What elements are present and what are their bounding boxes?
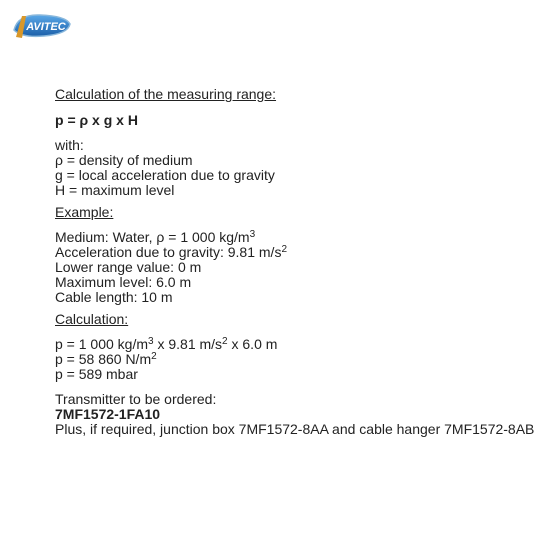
example-max-level: Maximum level: 6.0 m (55, 274, 192, 290)
order-part-number: 7MF1572-1FA10 (55, 406, 161, 422)
calc-l1-part-a: p = 1 000 kg/m (55, 336, 149, 352)
calc-l2-text: p = 58 860 N/m (55, 351, 152, 367)
calc-l1-sup-1: 3 (148, 336, 154, 347)
avitec-logo (10, 10, 74, 42)
example-medium (55, 230, 535, 245)
logo-wordmark: AVITEC (26, 21, 66, 33)
measuring-range-heading: Calculation of the measuring range: (55, 86, 277, 102)
calc-l1-sup-2: 2 (222, 336, 228, 347)
order-accessories: Plus, if required, junction box 7MF1572-8AA and cable hanger 7MF1572-8AB (55, 421, 535, 437)
calc-l1-part-c: x 6.0 m (227, 336, 278, 352)
calculation-heading: Calculation: (55, 311, 129, 327)
order-info (55, 392, 535, 437)
calc-l1-part-b: x 9.81 m/s (153, 336, 223, 352)
calc-l2-sup: 2 (151, 351, 157, 362)
formula-definitions (55, 138, 535, 198)
example-values (55, 230, 535, 305)
calculation-values (55, 337, 535, 382)
with-label: with: (55, 137, 84, 153)
example-lower-range: Lower range value: 0 m (55, 259, 202, 275)
order-label: Transmitter to be ordered: (55, 391, 217, 407)
calculation-line-3: p = 589 mbar (55, 366, 138, 382)
example-cable-length: Cable length: 10 m (55, 289, 173, 305)
definition-h: H = maximum level (55, 182, 175, 198)
example-acceleration-text: Acceleration due to gravity: 9.81 m/s (55, 244, 282, 260)
definition-rho: ρ = density of medium (55, 152, 193, 168)
definition-g: g = local acceleration due to gravity (55, 167, 275, 183)
example-heading: Example: (55, 204, 114, 220)
example-medium-sup: 3 (249, 229, 256, 240)
calculation-line-2 (55, 352, 535, 367)
calculation-line-1 (55, 337, 535, 352)
avitec-logo-graphic (10, 10, 74, 42)
example-medium-text: Medium: Water, ρ = 1 000 kg/m (55, 229, 250, 245)
example-acceleration-sup: 2 (281, 244, 288, 255)
pressure-formula: p = ρ x g x H (55, 112, 138, 128)
document-body (55, 86, 535, 437)
example-acceleration (55, 245, 535, 260)
